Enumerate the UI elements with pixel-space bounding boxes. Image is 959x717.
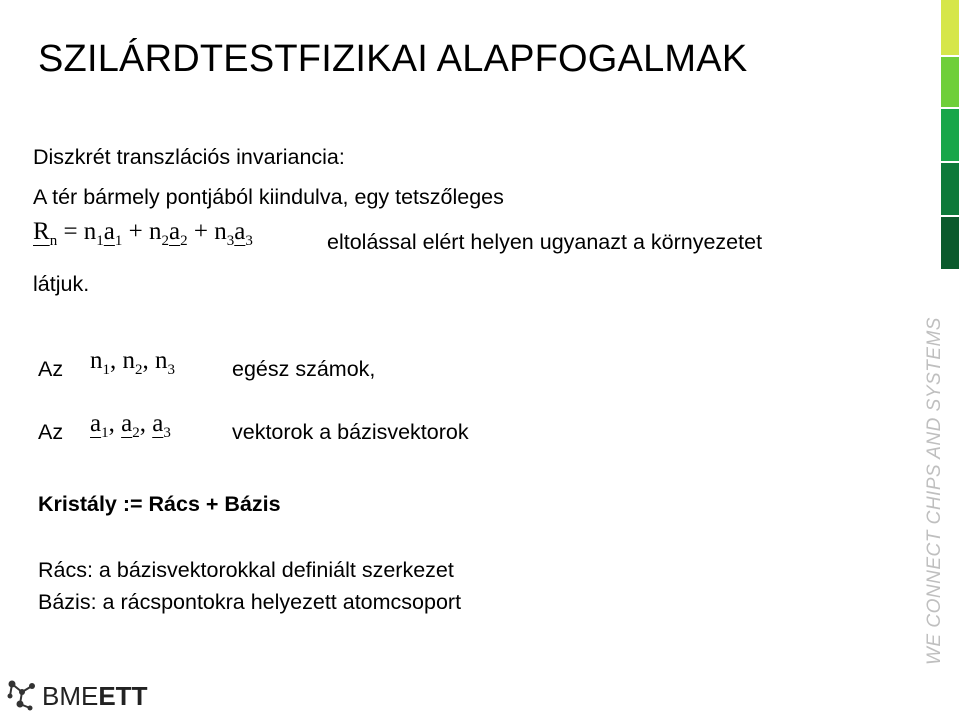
- page-title: SZILÁRDTESTFIZIKAI ALAPFOGALMAK: [38, 38, 748, 80]
- az-label-2: Az: [38, 420, 64, 444]
- lattice-definition: Rács: a bázisvektorokkal definiált szerkezet: [38, 558, 454, 582]
- stripe-3: [941, 109, 959, 161]
- stripe-2: [941, 57, 959, 107]
- vectors-text: vektorok a bázisvektorok: [232, 420, 469, 444]
- stripe-1: [941, 0, 959, 55]
- translation-formula: $R_n = n_1a_1 + n_2a_2 + n_3a_3$: [33, 218, 253, 249]
- text-line-3: eltolással elért helyen ugyanazt a környezetet: [327, 230, 763, 254]
- basis-definition: Bázis: a rácspontokra helyezett atomcsoport: [38, 590, 462, 614]
- az-label-1: Az: [38, 357, 64, 381]
- text-line-2: A tér bármely pontjából kiindulva, egy tetszőleges: [33, 185, 504, 209]
- text-line-1: Diszkrét transzlációs invariancia:: [33, 145, 345, 169]
- integers-text: egész számok,: [232, 357, 376, 381]
- text-line-4: látjuk.: [33, 272, 90, 296]
- crystal-definition: Kristály := Rács + Bázis: [38, 492, 281, 516]
- molecule-icon: [6, 676, 38, 712]
- tagline-vertical: WE CONNECT CHIPS AND SYSTEMS: [924, 317, 945, 665]
- stripe-4: [941, 163, 959, 215]
- stripe-5: [941, 217, 959, 269]
- basis-vectors: $a_1$, $a_2$, $a_3$: [90, 410, 171, 441]
- logo-text: BMEETT: [42, 681, 148, 711]
- integer-coefficients: $n_1$, $n_2$, $n_3$: [90, 347, 175, 378]
